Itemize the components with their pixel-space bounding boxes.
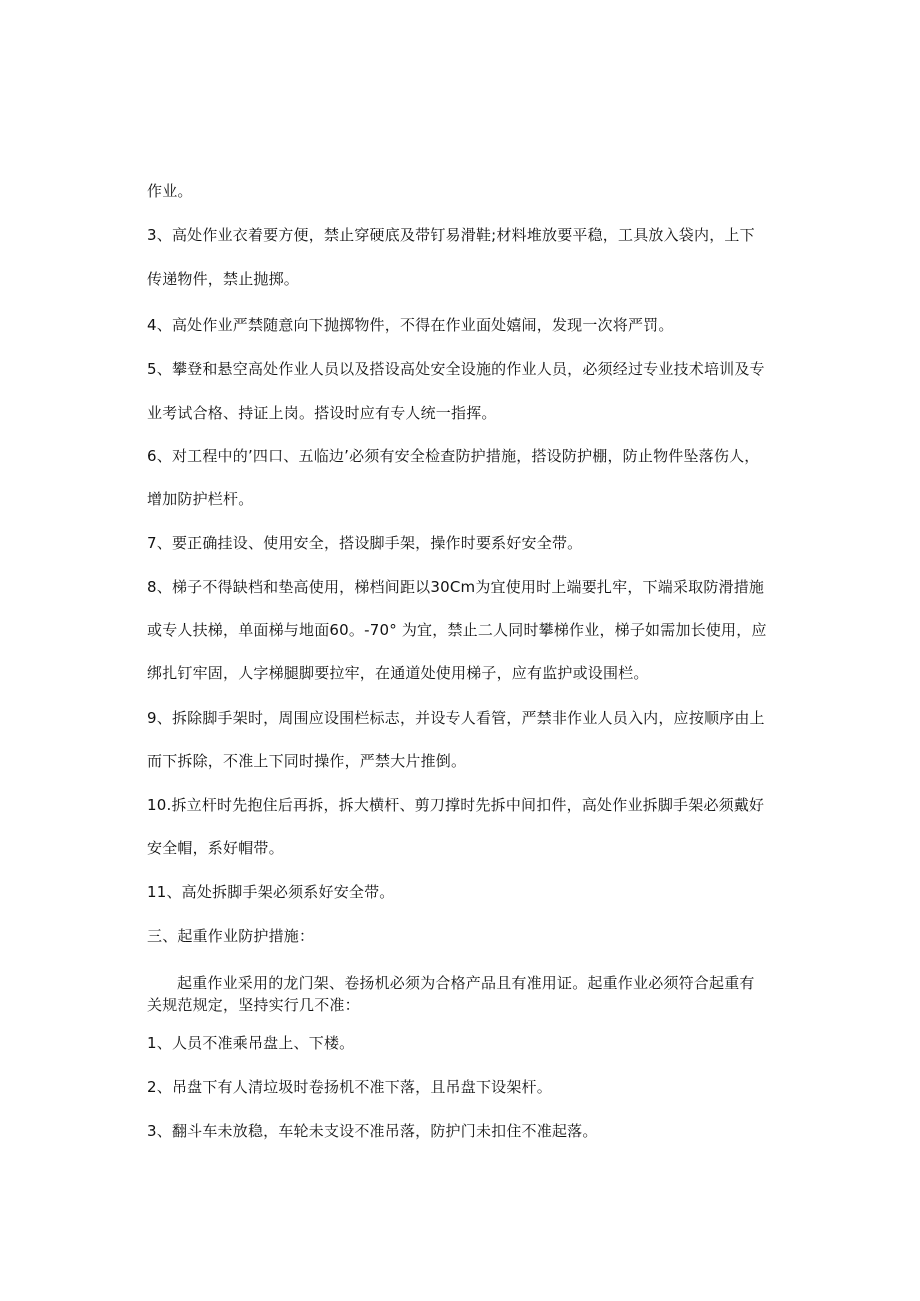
text-line: 关规范规定，坚持实行几不准： [147, 996, 360, 1014]
text-line: 3、高处作业衣着要方便，禁止穿硬底及带钉易滑鞋;材料堆放要平稳，工具放入袋内，上下 [147, 226, 755, 244]
text-line: 传递物件，禁止抛掷。 [147, 270, 300, 288]
section-heading: 三、起重作业防护措施： [147, 927, 315, 945]
text-line: 业考试合格、持证上岗。搭设时应有专人统一指挥。 [147, 404, 497, 422]
text-line: 6、对工程中的’四口、五临边’必须有安全检查防护措施，搭设防护棚，防止物件坠落伤人， [147, 447, 760, 465]
text-line: 4、高处作业严禁随意向下抛掷物件，不得在作业面处嬉闹，发现一次将严罚。 [147, 316, 674, 334]
text-line: 8、梯子不得缺档和垫高使用，梯档间距以30Cm为宜使用时上端要扎牢，下端采取防滑措施 [147, 578, 765, 596]
text-line: 作业。 [147, 182, 193, 200]
text-line: 2、吊盘下有人清垃圾时卷扬机不准下落，且吊盘下设架杆。 [147, 1078, 552, 1096]
text-line: 9、拆除脚手架时，周围应设围栏标志，并设专人看管，严禁非作业人员入内，应按顺序由上 [147, 709, 765, 727]
text-line: 起重作业采用的龙门架、卷扬机必须为合格产品且有准用证。起重作业必须符合起重有 [177, 974, 755, 992]
text-line: 而下拆除，不准上下同时操作，严禁大片推倒。 [147, 752, 467, 770]
text-line: 增加防护栏杆。 [147, 490, 254, 508]
text-line: 5、攀登和悬空高处作业人员以及搭设高处安全设施的作业人员，必须经过专业技术培训及专 [147, 360, 765, 378]
text-line: 10.拆立杆时先抱住后再拆，拆大横杆、剪刀撑时先拆中间扣件，高处作业拆脚手架必须戴好 [147, 796, 765, 814]
text-line: 7、要正确挂设、使用安全，搭设脚手架，操作时要系好安全带。 [147, 534, 583, 552]
text-line: 3、翻斗车未放稳，车轮未支设不准吊落，防护门未扣住不准起落。 [147, 1122, 598, 1140]
text-line: 安全帽，系好帽带。 [147, 839, 284, 857]
text-line: 绑扎钉牢固，人字梯腿脚要拉牢，在通道处使用梯子，应有监护或设围栏。 [147, 664, 649, 682]
text-line: 或专人扶梯，单面梯与地面60。-70° 为宜，禁止二人同时攀梯作业，梯子如需加长使用，应 [147, 621, 767, 639]
text-line: 1、人员不准乘吊盘上、下楼。 [147, 1034, 355, 1052]
text-line: 11、高处拆脚手架必须系好安全带。 [147, 883, 395, 901]
